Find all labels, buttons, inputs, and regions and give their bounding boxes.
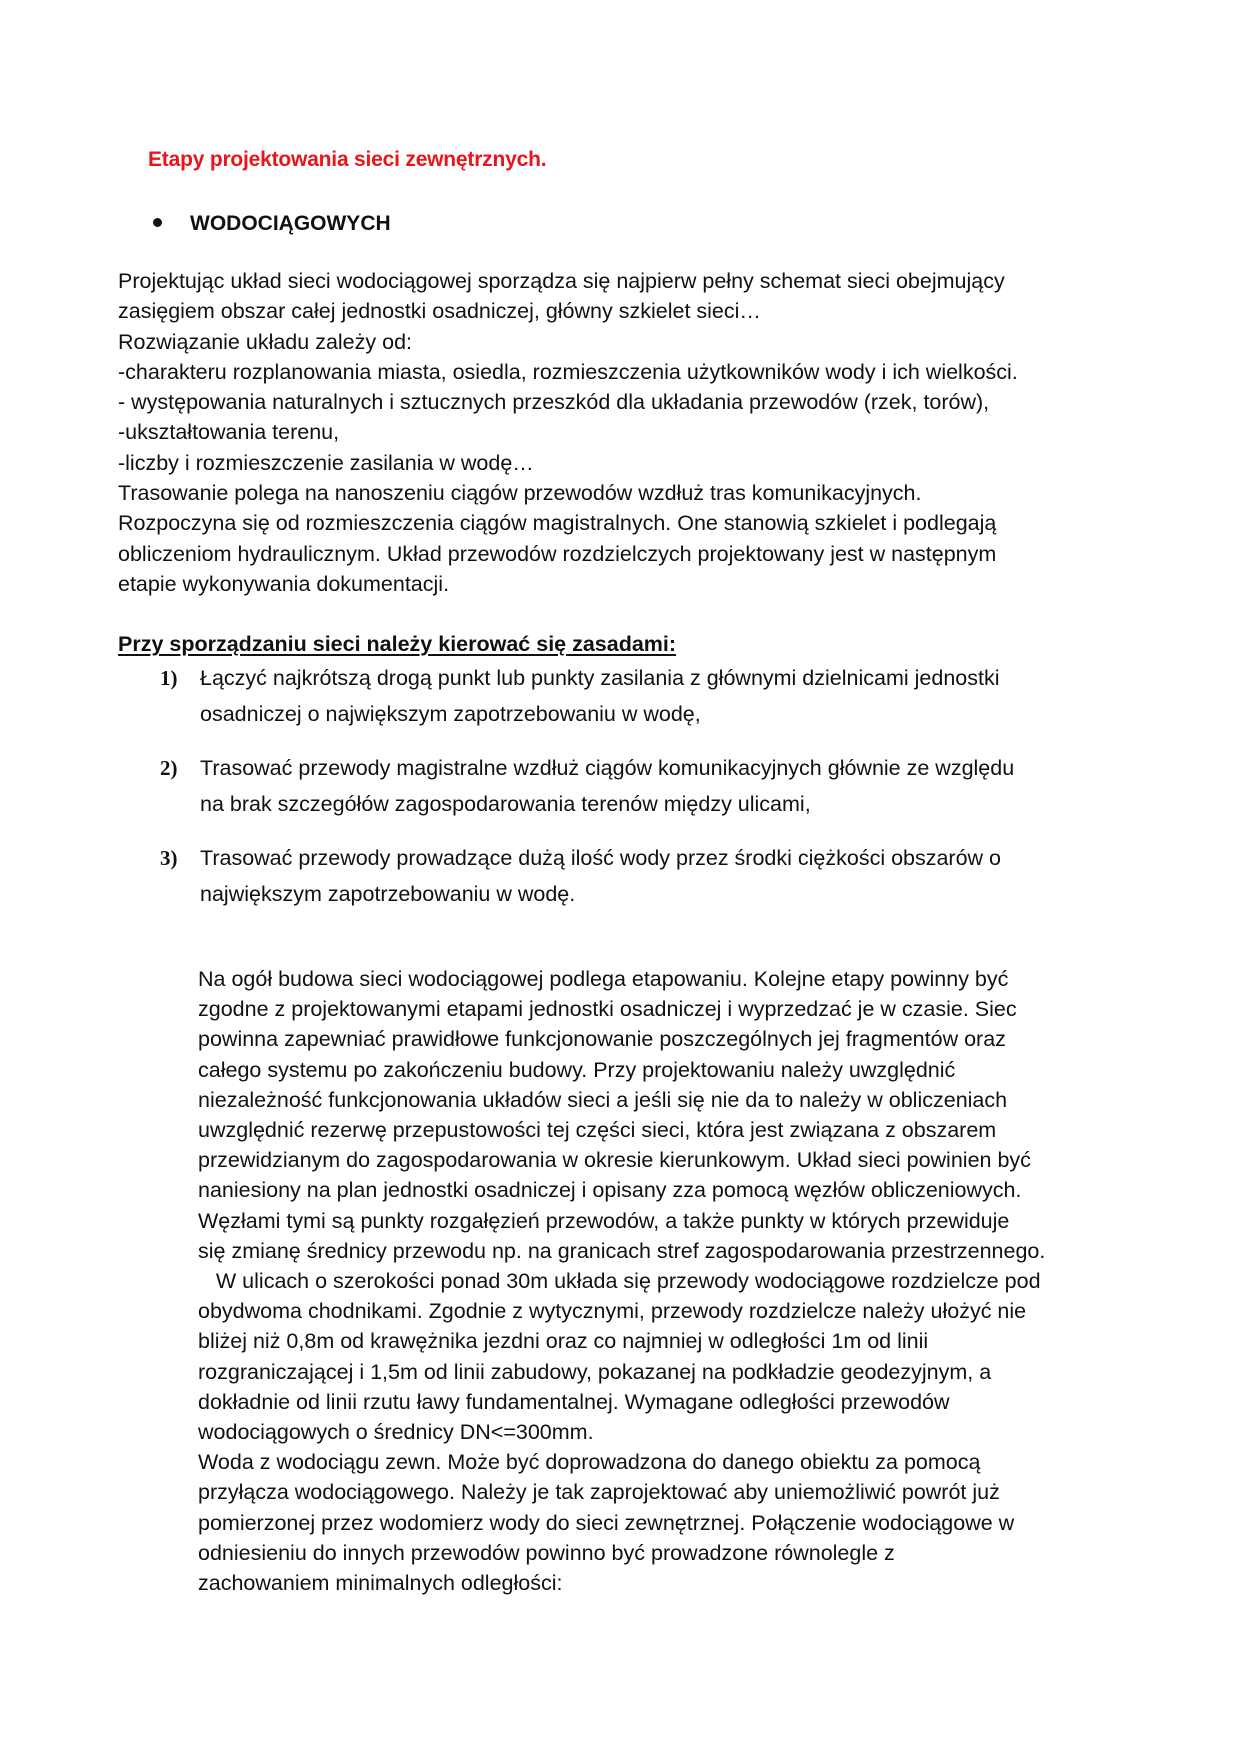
intro-line: obliczeniom hydraulicznym. Układ przewodów rozdzielczych projektowany jest w następnym [118, 541, 997, 566]
body-line: wodociągowych o średnicy DN<=300mm. [198, 1420, 594, 1445]
body-line: bliżej niż 0,8m od krawężnika jezdni oraz co najmniej w odległości 1m od linii [198, 1329, 929, 1354]
section-heading [153, 212, 391, 236]
rule-line: na brak szczegółów zagospodarowania terenów między ulicami, [200, 792, 811, 816]
rule-line: Łączyć najkrótszą drogą punkt lub punkty zasilania z głównymi dzielnicami jednostki [200, 666, 1000, 690]
document-title: Etapy projektowania sieci zewnętrznych. [148, 148, 547, 171]
rule-line: Trasować przewody prowadzące dużą ilość wody przez środki ciężkości obszarów o [200, 846, 1002, 870]
body-line: naniesiony na plan jednostki osadniczej i opisany zza pomocą węzłów obliczeniowych. [198, 1178, 1022, 1203]
intro-line: Rozpoczyna się od rozmieszczenia ciągów magistralnych. One stanowią szkielet i podlegają [118, 511, 997, 536]
rule-line: osadniczej o największym zapotrzebowaniu w wodę, [200, 702, 701, 726]
section-heading-text: WODOCIĄGOWYCH [190, 212, 391, 235]
body-line: W ulicach o szerokości ponad 30m układa się przewody wodociągowe rozdzielcze pod [198, 1269, 1041, 1294]
body-line: się zmianę średnicy przewodu np. na granicach stref zagospodarowania przestrzennego. [198, 1238, 1046, 1263]
body-line: Woda z wodociągu zewn. Może być doprowadzona do danego obiektu za pomocą [198, 1450, 981, 1475]
rule-item-1 [160, 660, 1120, 732]
body-line: odniesieniu do innych przewodów powinno być prowadzone równolegle z [198, 1540, 895, 1565]
intro-line: zasięgiem obszar całej jednostki osadniczej, główny szkielet sieci… [118, 299, 761, 324]
rule-line: największym zapotrzebowaniu w wodę. [200, 882, 576, 906]
body-line: przewidzianym do zagospodarowania w okresie kierunkowym. Układ sieci powinien być [198, 1148, 1031, 1173]
rule-number: 1) [160, 666, 178, 690]
body-paragraph [198, 964, 1118, 1598]
rule-item-2 [160, 750, 1120, 822]
intro-line: Trasowanie polega na nanoszeniu ciągów przewodów wzdłuż tras komunikacyjnych. [118, 481, 922, 506]
rules-heading: Przy sporządzaniu sieci należy kierować się zasadami: [118, 632, 677, 656]
body-line: zachowaniem minimalnych odległości: [198, 1571, 563, 1596]
intro-line: Rozwiązanie układu zależy od: [118, 329, 412, 354]
intro-line: -liczby i rozmieszczenie zasilania w wodę… [118, 450, 534, 475]
intro-line: etapie wykonywania dokumentacji. [118, 571, 450, 596]
body-line: dokładnie od linii rzutu ławy fundamentalnej. Wymagane odległości przewodów [198, 1389, 950, 1414]
body-line: pomierzonej przez wodomierz wody do sieci zewnętrznej. Połączenie wodociągowe w [198, 1510, 1015, 1535]
body-line: rozgraniczającej i 1,5m od linii zabudowy, pokazanej na podkładzie geodezyjnym, a [198, 1359, 992, 1384]
body-line: Na ogół budowa sieci wodociągowej podlega etapowaniu. Kolejne etapy powinny być [198, 967, 1009, 991]
body-line: zgodne z projektowanymi etapami jednostki osadniczej i wyprzedzać je w czasie. Siec [198, 997, 1017, 1022]
body-line: obydwoma chodnikami. Zgodnie z wytycznymi, przewody rozdzielcze należy ułożyć nie [198, 1299, 1027, 1324]
intro-line: - występowania naturalnych i sztucznych przeszkód dla układania przewodów (rzek, torów), [118, 390, 990, 415]
rule-number: 2) [160, 756, 178, 780]
body-line: przyłącza wodociągowego. Należy je tak zaprojektować aby uniemożliwić powrót już [198, 1480, 1000, 1505]
body-line: powinna zapewniać prawidłowe funkcjonowanie poszczególnych jej fragmentów oraz [198, 1027, 1006, 1052]
intro-paragraph [118, 266, 1118, 599]
intro-line: -ukształtowania terenu, [118, 420, 340, 445]
rule-number: 3) [160, 846, 178, 870]
rule-line: Trasować przewody magistralne wzdłuż ciągów komunikacyjnych głównie ze względu [200, 756, 1015, 780]
body-line: uwzględnić rezerwę przepustowości tej części sieci, która jest związana z obszarem [198, 1118, 997, 1143]
body-line: całego systemu po zakończeniu budowy. Przy projektowaniu należy uwzględnić [198, 1057, 956, 1082]
intro-line: Projektując układ sieci wodociągowej sporządza się najpierw pełny schemat sieci obejmujący [118, 269, 1005, 293]
body-line: niezależność funkcjonowania układów sieci a jeśli się nie da to należy w obliczeniach [198, 1087, 1008, 1112]
body-line: Węzłami tymi są punkty rozgałęzień przewodów, a także punkty w których przewiduje [198, 1208, 1010, 1233]
intro-line: -charakteru rozplanowania miasta, osiedla, rozmieszczenia użytkowników wody i ich wielkości. [118, 359, 1018, 384]
bullet-icon [153, 218, 162, 227]
rule-item-3 [160, 840, 1120, 912]
